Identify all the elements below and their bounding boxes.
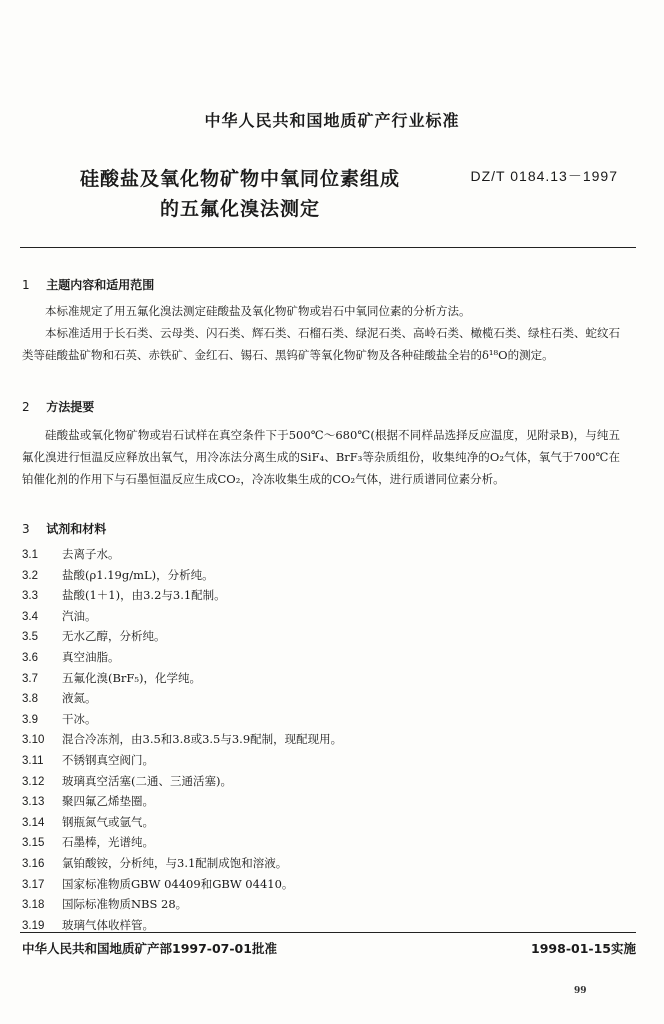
item-number: 3.9 [22,713,38,726]
list-item [22,688,582,709]
section-2-number: 2 [22,400,30,414]
section-2-heading [22,398,94,415]
item-number: 3.8 [22,693,38,706]
document-title-line-2: 的五氟化溴法测定 [159,198,320,220]
list-item [22,791,582,812]
section-3-title: 试剂和材料 [46,522,107,536]
section-1-title: 主题内容和适用范围 [46,278,155,292]
item-text: 去离子水。 [62,547,120,561]
item-text: 液氮。 [62,691,97,706]
list-item [22,565,582,586]
item-number: 3.13 [22,796,45,809]
list-item [22,894,582,915]
item-text: 钢瓶氮气或氩气。 [62,814,154,829]
list-item [22,709,582,730]
section-2-title: 方法提要 [46,400,95,414]
item-text: 真空油脂。 [62,649,120,664]
item-number: 3.3 [22,590,38,603]
section-1-number: 1 [22,278,30,292]
section-1-paragraph-1: 本标准规定了用五氟化溴法测定硅酸盐及氧化物矿物或岩石中氧同位素的分析方法。 [45,304,471,318]
item-number: 3.11 [22,754,44,767]
item-number: 3.2 [22,569,38,582]
list-item [22,832,582,853]
item-text: 干冰。 [62,711,97,726]
list-item [22,771,582,792]
item-number: 3.19 [22,919,45,932]
list-item [22,729,582,750]
section-1-heading [22,276,154,293]
item-number: 3.1 [22,549,38,561]
item-text: 国际标准物质NBS 28。 [62,897,188,912]
list-item [22,668,582,689]
list-item [22,812,582,833]
section-3-heading [22,520,106,537]
item-text: 不锈钢真空阀门。 [62,752,154,767]
item-number: 3.17 [22,878,45,891]
reagents-list [22,544,582,935]
item-number: 3.7 [22,672,38,685]
item-text: 玻璃气体收样管。 [62,917,154,932]
list-item [22,647,582,668]
item-text: 石墨棒，光谱纯。 [62,835,154,850]
item-number: 3.10 [22,734,45,747]
organization-title: 中华人民共和国地质矿产行业标准 [204,111,460,130]
standard-code: DZ/T 0184.13－1997 [470,168,618,184]
list-item [22,750,582,771]
item-number: 3.18 [22,899,45,912]
item-text: 国家标准物质GBW 04409和GBW 04410。 [62,876,294,891]
item-text: 聚四氟乙烯垫圈。 [62,794,154,809]
item-text: 盐酸(1＋1)，由3.2与3.1配制。 [62,588,226,603]
item-text: 汽油。 [62,608,97,623]
list-item [22,606,582,627]
section-2-paragraph-1: 硅酸盐或氧化物矿物或岩石试样在真空条件下于500℃～680℃(根据不同样品选择反应温度，见附录B)，与纯五氟化溴进行恒温反应释放出氧气，用冷冻法分离生成的SiF₄、BrF₃等杂质组份，收集纯净的O₂气体，氧气于700℃在铂催化剂的作用下与石墨恒温反应生成CO₂，冷冻收集生成的CO₂气体，进行质谱同位素分析。 [22,428,620,486]
document-title [60,164,420,224]
item-number: 3.4 [22,610,38,623]
implementation-date: 1998-01-15实施 [531,941,636,956]
list-item [22,853,582,874]
list-item [22,626,582,647]
item-number: 3.14 [22,816,45,829]
page-number: 99 [574,986,587,996]
item-text: 无水乙醇，分析纯。 [62,629,166,644]
item-number: 3.16 [22,857,45,870]
item-number: 3.5 [22,631,38,644]
item-text: 氯铂酸铵，分析纯，与3.1配制成饱和溶液。 [62,855,288,870]
approval-statement: 中华人民共和国地质矿产部1997-07-01批准 [22,941,277,956]
list-item [22,874,582,895]
item-text: 混合冷冻剂，由3.5和3.8或3.5与3.9配制，现配现用。 [62,732,343,747]
section-1-paragraph-2: 本标准适用于长石类、云母类、闪石类、辉石类、石榴石类、绿泥石类、高岭石类、橄榄石类、绿柱石类、蛇纹石类等硅酸盐矿物和石英、赤铁矿、金红石、锡石、黑钨矿等氧化物矿物及各种硅酸盐全岩的δ¹⁸O的测定。 [22,326,620,362]
item-text: 玻璃真空活塞(二通、三通活塞)。 [62,773,232,788]
footer-divider [20,932,636,933]
item-text: 盐酸(ρ1.19g/mL)，分析纯。 [62,567,214,582]
item-number: 3.15 [22,837,45,850]
list-item [22,585,582,606]
list-item [22,544,582,565]
document-title-line-1: 硅酸盐及氧化物矿物中氧同位素组成 [79,168,400,190]
section-3-number: 3 [22,522,30,536]
item-text: 五氟化溴(BrF₅)，化学纯。 [62,670,202,685]
header-divider [20,247,636,248]
item-number: 3.12 [22,775,45,788]
item-number: 3.6 [22,651,38,664]
